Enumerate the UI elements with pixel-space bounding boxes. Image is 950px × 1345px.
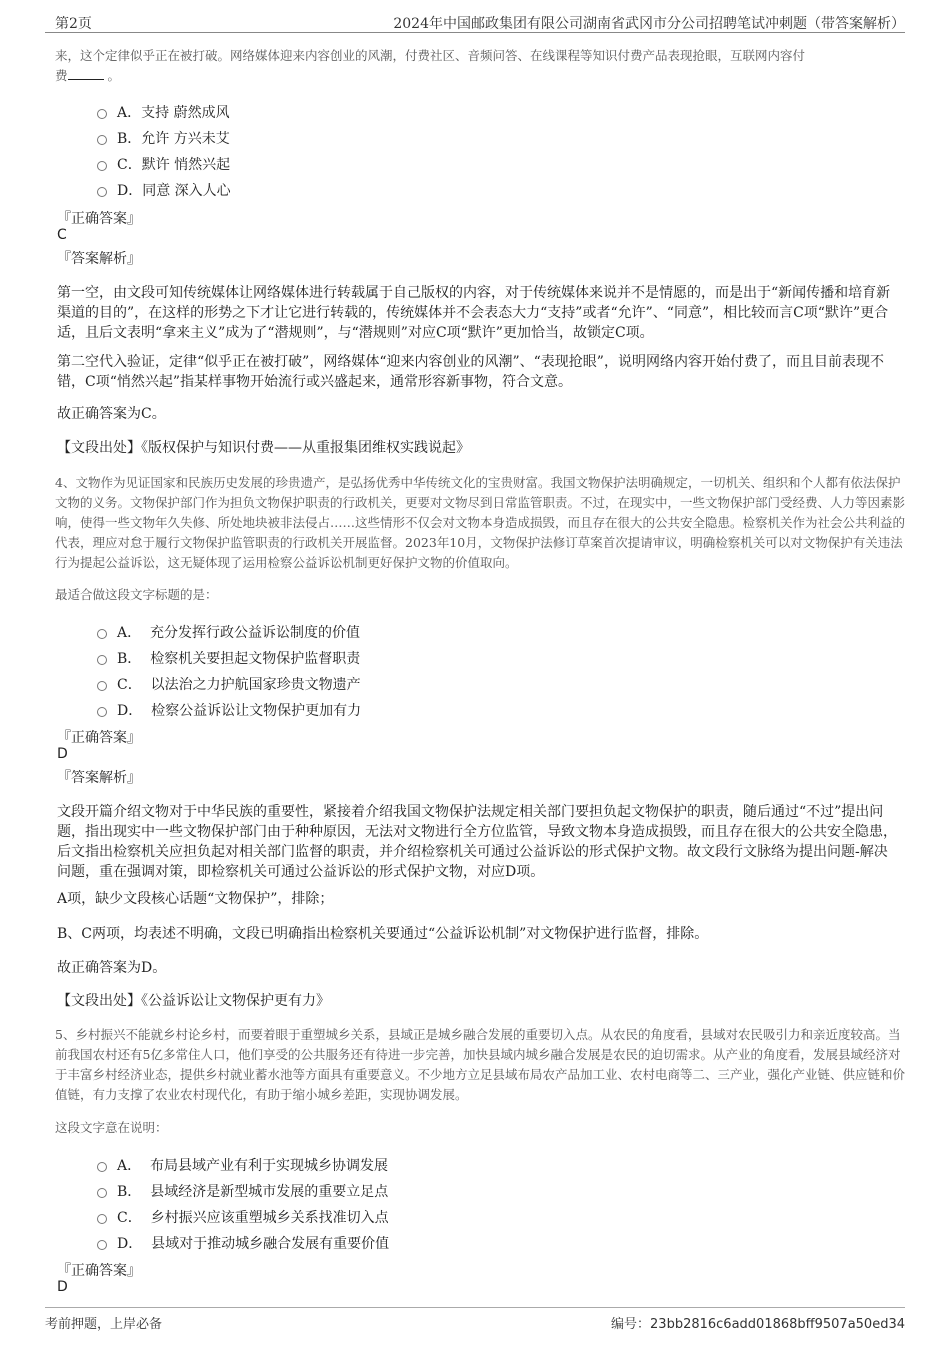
q3-stem-line2 (55, 66, 905, 86)
q5-stem: 5、乡村振兴不能就乡村论乡村，而要着眼于重塑城乡关系，县域正是城乡融合发展的重要切入点。从农民的角度看，县域对农民吸引力和亲近度较高。当前我国农村还有5亿多常住人口，他们享受的公共服务还有待进一步完善，加快县域内城乡融合发展是农民的迫切需求。从产业的角度看，发展县域经济对于丰富乡村经济业态，提供乡村就业蓄水池等方面具有重要意义。不少地方立足县域布局农产品加工业、农村电商等二、三产业，强化产业链、供应链和价值链，有力支撑了农业农村现代化，有助于缩小城乡差距，实现协调发展。 (55, 1027, 906, 1102)
option-text: 支持 蔚然成风 (141, 105, 230, 121)
option-text: 县域对于推动城乡融合发展有重要价值 (151, 1236, 390, 1252)
q3-stem-prefix: 费 (55, 68, 68, 83)
radio-icon[interactable] (97, 1188, 107, 1198)
code-value: 23bb2816c6add01868bff9507a50ed34 (650, 1317, 905, 1332)
q3-stem-suffix: 。 (107, 68, 121, 83)
q4-answer-label: 『正确答案』 (57, 730, 141, 746)
radio-icon[interactable] (97, 1240, 107, 1250)
q3-option-b[interactable] (97, 128, 230, 148)
q4-question: 最适合做这段文字标题的是： (55, 587, 218, 602)
option-text: 乡村振兴应该重塑城乡关系找准切入点 (150, 1210, 389, 1226)
document-code (611, 1313, 905, 1332)
q4-analysis-p2: A项，缺少文段核心话题“文物保护”，排除； (57, 891, 334, 907)
footer-divider (45, 1307, 905, 1308)
option-letter: A． (117, 105, 142, 121)
code-label: 编号： (611, 1317, 651, 1332)
q4-analysis-label: 『答案解析』 (57, 770, 141, 786)
q3-analysis-label: 『答案解析』 (57, 251, 141, 267)
radio-icon[interactable] (97, 1214, 107, 1224)
q4-option-b[interactable] (97, 648, 360, 668)
q4-analysis-p1: 文段开篇介绍文物对于中华民族的重要性，紧接着介绍我国文物保护法规定相关部门要担负起文物保护的职责，随后通过“不过”提出问题，指出现实中一些文物保护部门由于种种原因，无法对文物进行全方位监管，导致文物本身造成损毁，而且存在很大的公共安全隐患，后文指出检察机关应担负起对相关部门监督的职责，并介绍检察机关可通过公益诉讼的形式保护文物。故文段行文脉络为提出问题-解决问题，重在强调对策，即检察机关可通过公益诉讼的形式保护文物，对应D项。 (57, 804, 897, 880)
page-number: 第2页 (55, 16, 92, 32)
option-letter: B． (117, 1184, 142, 1200)
option-text: 县域经济是新型城市发展的重要立足点 (150, 1184, 389, 1200)
q4-option-d[interactable] (97, 700, 361, 720)
radio-icon[interactable] (97, 629, 107, 639)
option-text: 默许 悄然兴起 (141, 157, 231, 173)
q4-source: 【文段出处】《公益诉讼让文物保护更有力》 (57, 993, 330, 1009)
q4-option-c[interactable] (97, 674, 361, 694)
option-letter: A． (117, 1158, 142, 1174)
q3-answer: C (57, 227, 67, 243)
option-text: 同意 深入人心 (142, 183, 231, 199)
q3-option-a[interactable] (97, 102, 230, 122)
q3-analysis-p2: 第二空代入验证，定律“似乎正在被打破”，网络媒体“迎来内容创业的风潮”、“表现抢眼”，说明网络内容开始付费了，而且目前表现不错，C项“悄然兴起”指某样事物开始流行或兴盛起来，通常形容新事物，符合文意。 (57, 354, 884, 390)
q3-option-c[interactable] (97, 154, 230, 174)
q5-option-c[interactable] (97, 1207, 389, 1227)
q4-option-a[interactable] (97, 622, 360, 642)
option-text: 检察公益诉讼让文物保护更加有力 (151, 703, 362, 719)
q3-stem-line1: 来，这个定律似乎正在被打破。网络媒体迎来内容创业的风潮，付费社区、音频问答、在线课程等知识付费产品表现抢眼，互联网内容付 (55, 48, 806, 63)
option-text: 充分发挥行政公益诉讼制度的价值 (150, 625, 361, 641)
q5-option-b[interactable] (97, 1181, 388, 1201)
radio-icon[interactable] (97, 187, 107, 197)
q4-stem: 4、文物作为见证国家和民族历史发展的珍贵遗产，是弘扬优秀中华传统文化的宝贵财富。我国文物保护法明确规定，一切机关、组织和个人都有依法保护文物的义务。文物保护部门作为担负文物保护职责的行政机关，更要对文物尽到日常监管职责。不过，在现实中，一些文物保护部门受经费、人力等因素影响，使得一些文物年久失修、所处地块被非法侵占……这些情形不仅会对文物本身造成损毁，而且存在很大的公共安全隐患。检察机关作为社会公共利益的代表，理应对怠于履行文物保护监管职责的行政机关开展监督。2023年10月，文物保护法修订草案首次提请审议，明确检察机关可以对文物保护有关违法行为提起公益诉讼，这无疑体现了运用检察公益诉讼机制更好保护文物的价值取向。 (55, 475, 906, 570)
radio-icon[interactable] (97, 655, 107, 665)
q4-conclusion: 故正确答案为D。 (57, 960, 167, 976)
footer-slogan: 考前押题，上岸必备 (45, 1317, 163, 1332)
option-text: 允许 方兴未艾 (141, 131, 230, 147)
q4-answer: D (57, 746, 68, 762)
fill-blank (68, 79, 104, 80)
q3-stem-tail (55, 46, 905, 86)
q3-option-d[interactable] (97, 180, 231, 200)
option-letter: C． (117, 157, 142, 173)
document-title: 2024年中国邮政集团有限公司湖南省武冈市分公司招聘笔试冲刺题（带答案解析） (393, 16, 905, 32)
q3-conclusion: 故正确答案为C。 (57, 406, 166, 422)
option-letter: C． (117, 1210, 142, 1226)
option-letter: B． (117, 131, 142, 147)
q3-answer-label: 『正确答案』 (57, 211, 141, 227)
option-text: 布局县域产业有利于实现城乡协调发展 (150, 1158, 389, 1174)
radio-icon[interactable] (97, 707, 107, 717)
option-text: 以法治之力护航国家珍贵文物遗产 (150, 677, 361, 693)
option-letter: B． (117, 651, 142, 667)
q5-answer: D (57, 1279, 68, 1295)
option-letter: D． (117, 1236, 143, 1252)
q3-source: 【文段出处】《版权保护与知识付费——从重报集团维权实践说起》 (57, 440, 470, 456)
radio-icon[interactable] (97, 1162, 107, 1172)
option-text: 检察机关要担起文物保护监督职责 (150, 651, 361, 667)
option-letter: A． (117, 625, 142, 641)
q5-question: 这段文字意在说明： (55, 1120, 168, 1135)
radio-icon[interactable] (97, 109, 107, 119)
radio-icon[interactable] (97, 681, 107, 691)
header-divider (45, 32, 905, 33)
q5-option-a[interactable] (97, 1155, 388, 1175)
radio-icon[interactable] (97, 161, 107, 171)
option-letter: C． (117, 677, 142, 693)
q5-option-d[interactable] (97, 1233, 389, 1253)
q3-analysis-p1: 第一空，由文段可知传统媒体让网络媒体进行转载属于自己版权的内容，对于传统媒体来说并不是情愿的，而是出于“新闻传播和培育新渠道的目的”，在这样的形势之下才让它进行转载的，传统媒体并不会表态大力“支持”或者“允许”、“同意”，相比较而言C项“默许”更合适，且后文表明“拿来主义”成为了“潜规则”，与“潜规则”对应C项“默许”更加恰当，故锁定C项。 (57, 285, 891, 341)
q5-answer-label: 『正确答案』 (57, 1263, 141, 1279)
option-letter: D． (117, 703, 143, 719)
option-letter: D． (117, 183, 143, 199)
radio-icon[interactable] (97, 135, 107, 145)
q4-analysis-p3: B、C两项，均表述不明确，文段已明确指出检察机关要通过“公益诉讼机制”对文物保护进行监督，排除。 (57, 926, 709, 942)
